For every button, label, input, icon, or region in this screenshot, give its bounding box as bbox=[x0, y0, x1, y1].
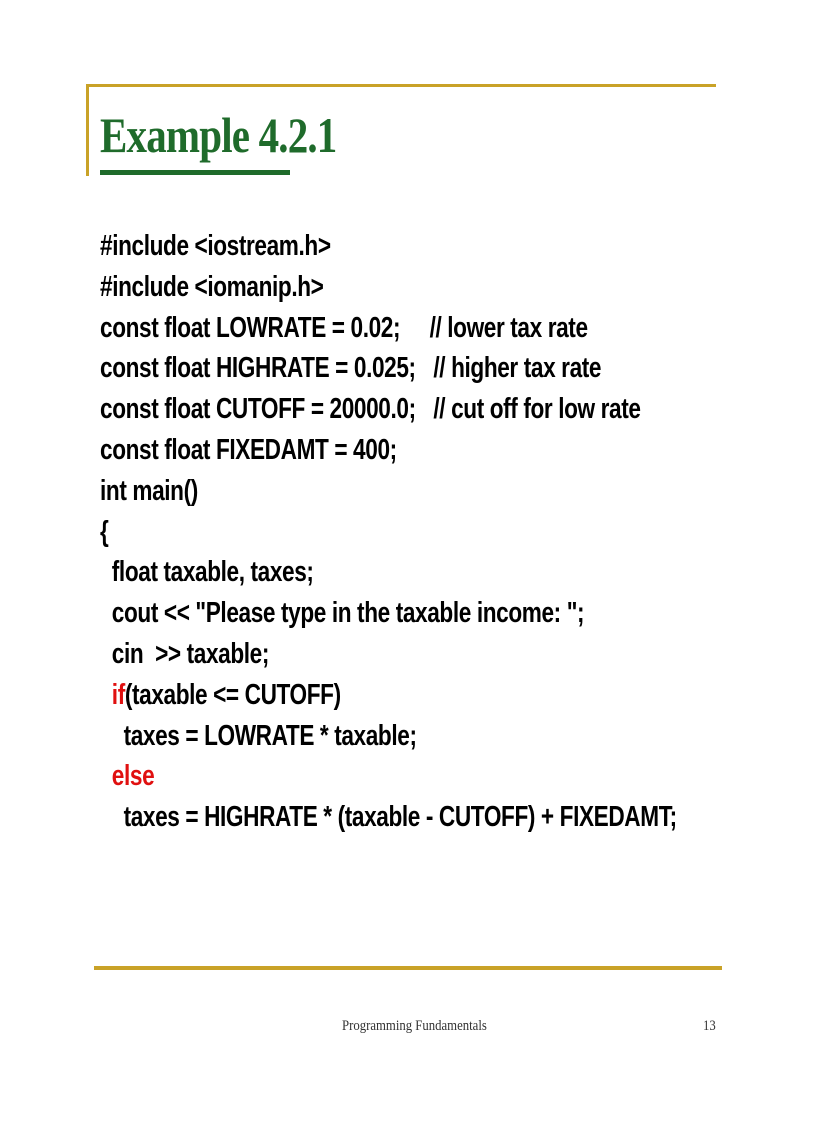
code-block bbox=[100, 226, 816, 838]
slide-title: Example 4.2.1 bbox=[100, 107, 337, 163]
code-indent bbox=[100, 760, 112, 792]
footer-course-title: Programming Fundamentals bbox=[342, 1018, 487, 1034]
code-line: taxes = HIGHRATE * (taxable - CUTOFF) + FIXEDAMT; bbox=[100, 801, 677, 834]
code-line: cin >> taxable; bbox=[100, 637, 269, 670]
page-number: 13 bbox=[703, 1018, 716, 1034]
top-divider bbox=[86, 84, 716, 87]
code-line: #include <iostream.h> bbox=[100, 230, 331, 262]
code-line: const float CUTOFF = 20000.0; // cut off for low rate bbox=[100, 393, 641, 426]
code-line: taxes = LOWRATE * taxable; bbox=[100, 719, 417, 752]
code-line: const float HIGHRATE = 0.025; // higher tax rate bbox=[100, 352, 602, 385]
title-underline bbox=[100, 170, 290, 175]
code-line: const float LOWRATE = 0.02; // lower tax rate bbox=[100, 311, 588, 344]
code-indent bbox=[100, 679, 112, 711]
keyword-if: if bbox=[111, 678, 125, 711]
code-line: float taxable, taxes; bbox=[100, 556, 314, 589]
left-accent-bar bbox=[86, 84, 89, 176]
bottom-divider bbox=[94, 966, 722, 970]
code-condition: (taxable <= CUTOFF) bbox=[124, 678, 341, 711]
code-line: cout << "Please type in the taxable income: "; bbox=[100, 597, 585, 630]
code-line-if bbox=[100, 675, 677, 716]
code-line: { bbox=[100, 515, 109, 548]
code-line: #include <iomanip.h> bbox=[100, 270, 324, 303]
code-line: int main() bbox=[100, 474, 198, 507]
code-line-else bbox=[100, 756, 677, 797]
keyword-else: else bbox=[111, 760, 155, 793]
code-line: const float FIXEDAMT = 400; bbox=[100, 433, 397, 466]
